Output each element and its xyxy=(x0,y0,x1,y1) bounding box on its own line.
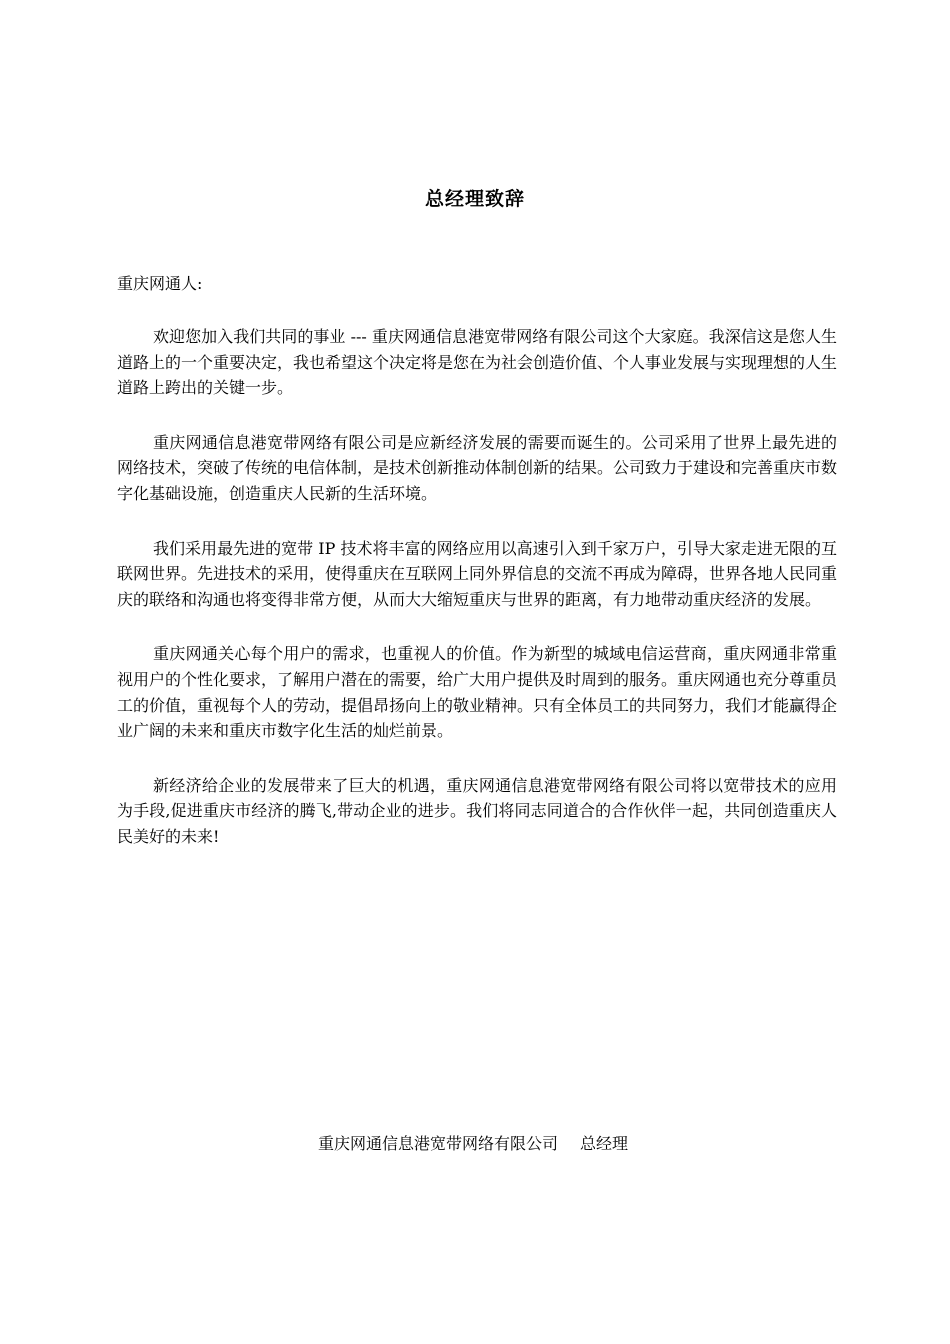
signature xyxy=(318,1132,628,1156)
letter-body xyxy=(117,324,837,879)
paragraph-company-intro: 重庆网通信息港宽带网络有限公司是应新经济发展的需要而诞生的。公司采用了世界上最先进的网络技术，突破了传统的电信体制，是技术创新推动体制创新的结果。公司致力于建设和完善重庆市数字化基础设施，创造重庆人民新的生活环境。 xyxy=(117,432,838,503)
paragraph-welcome: 欢迎您加入我们共同的事业 --- 重庆网通信息港宽带网络有限公司这个大家庭。我深信这是您人生道路上的一个重要决定，我也希望这个决定将是您在为社会创造价值、个人事业发展与实现理想的人生道路上跨出的关键一步。 xyxy=(117,327,838,398)
signature-position: 总经理 xyxy=(580,1134,629,1153)
page-title: 总经理致辞 xyxy=(424,188,525,210)
paragraph-future: 新经济给企业的发展带来了巨大的机遇，重庆网通信息港宽带网络有限公司将以宽带技术的应用为手段,促进重庆市经济的腾飞,带动企业的进步。我们将同志同道合的合作伙伴一起，共同创造重庆人民美好的未来! xyxy=(117,775,837,846)
paragraph-technology: 我们采用最先进的宽带 IP 技术将丰富的网络应用以高速引入到千家万户，引导大家走进无限的互联网世界。先进技术的采用，使得重庆在互联网上同外界信息的交流不再成为障碍，世界各地人民同重庆的联络和沟通也将变得非常方便，从而大大缩短重庆与世界的距离，有力地带动重庆经济的发展。 xyxy=(117,538,838,609)
salutation: 重庆网通人: xyxy=(117,274,203,293)
paragraph-values: 重庆网通关心每个用户的需求，也重视人的价值。作为新型的城域电信运营商，重庆网通非常重视用户的个性化要求，了解用户潜在的需要，给广大用户提供及时周到的服务。重庆网通也充分尊重员工的价值，重视每个人的劳动，提倡昂扬向上的敬业精神。只有全体员工的共同努力，我们才能赢得企业广阔的未来和重庆市数字化生活的灿烂前景。 xyxy=(117,644,838,741)
signature-company: 重庆网通信息港宽带网络有限公司 xyxy=(318,1134,559,1153)
